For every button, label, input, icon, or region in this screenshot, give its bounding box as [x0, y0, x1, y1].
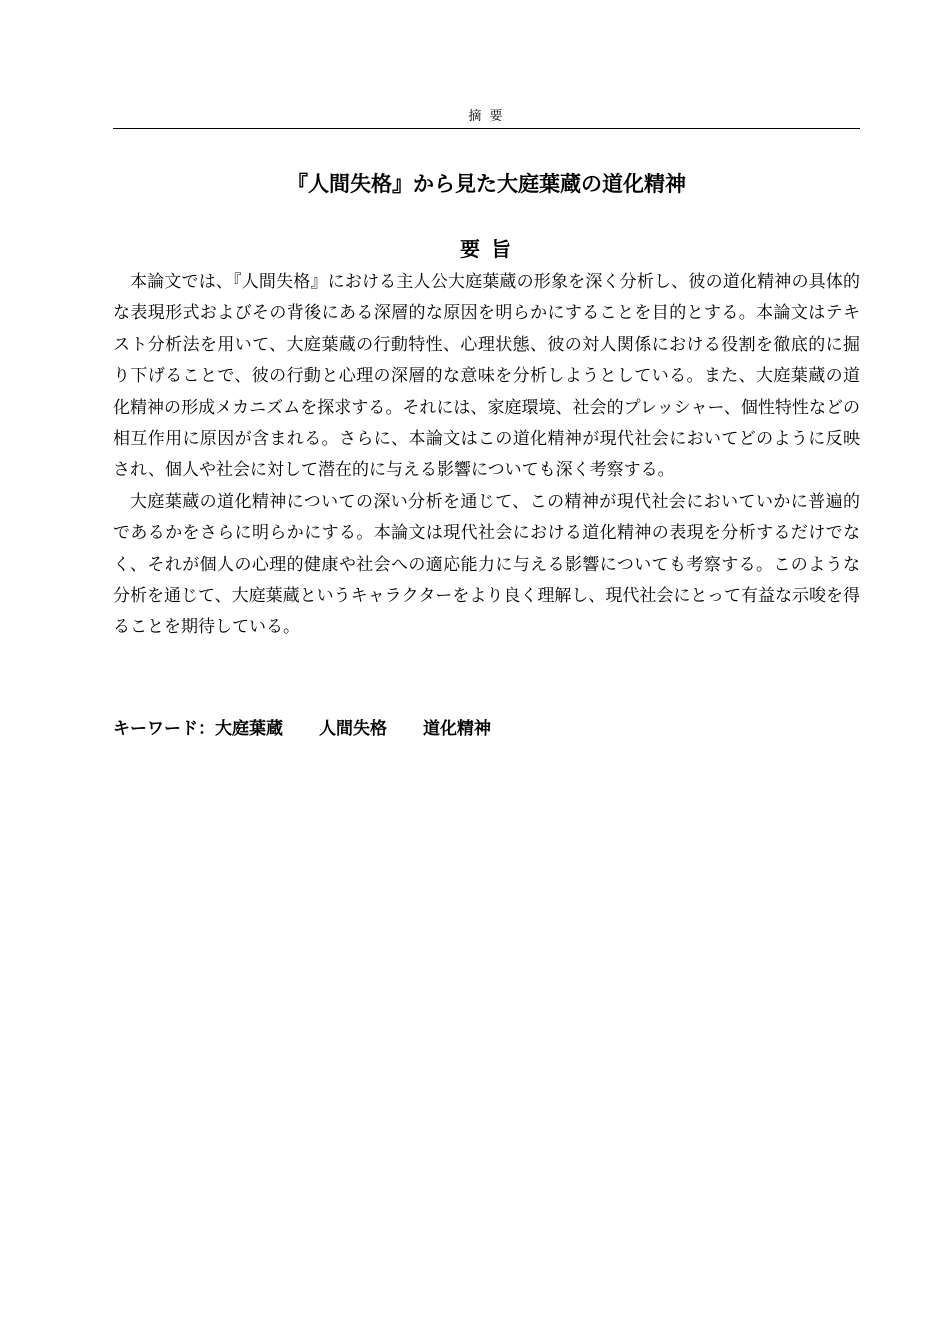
- keyword-3: 道化精神: [423, 719, 491, 739]
- abstract-body: [113, 267, 860, 644]
- keywords-line: [113, 714, 860, 744]
- keyword-1: 大庭葉蔵: [215, 719, 283, 739]
- abstract-heading: 要 旨: [460, 237, 513, 261]
- abstract-paragraph-1: 本論文では、『人間失格』における主人公大庭葉蔵の形象を深く分析し、彼の道化精神の具体的な表現形式およびその背後にある深層的な原因を明らかにすることを目的とする。本論文はテキスト分析法を用いて、大庭葉蔵の行動特性、心理状態、彼の対人関係における役割を徹底的に掘り下げることで、彼の行動と心理の深層的な意味を分析しようとしている。また、大庭葉蔵の道化精神の形成メカニズムを探求する。それには、家庭環境、社会的プレッシャー、個性特性などの相互作用に原因が含まれる。さらに、本論文はこの道化精神が現代社会においてどのように反映され、個人や社会に対して潜在的に与える影響についても深く考察する。: [113, 272, 860, 481]
- keyword-2: 人間失格: [319, 719, 387, 739]
- running-header: 摘 要: [468, 109, 505, 124]
- header-rule: [113, 128, 860, 129]
- keywords-label: キーワード：: [113, 719, 215, 739]
- abstract-paragraph-2: 大庭葉蔵の道化精神についての深い分析を通じて、この精神が現代社会においていかに普遍的であるかをさらに明らかにする。本論文は現代社会における道化精神の表現を分析するだけでなく、それが個人の心理的健康や社会への適応能力に与える影響についても考察する。このような分析を通じて、大庭葉蔵というキャラクターをより良く理解し、現代社会にとって有益な示唆を得ることを期待している。: [113, 491, 860, 638]
- thesis-title: 『人間失格』から見た大庭葉蔵の道化精神: [287, 172, 686, 196]
